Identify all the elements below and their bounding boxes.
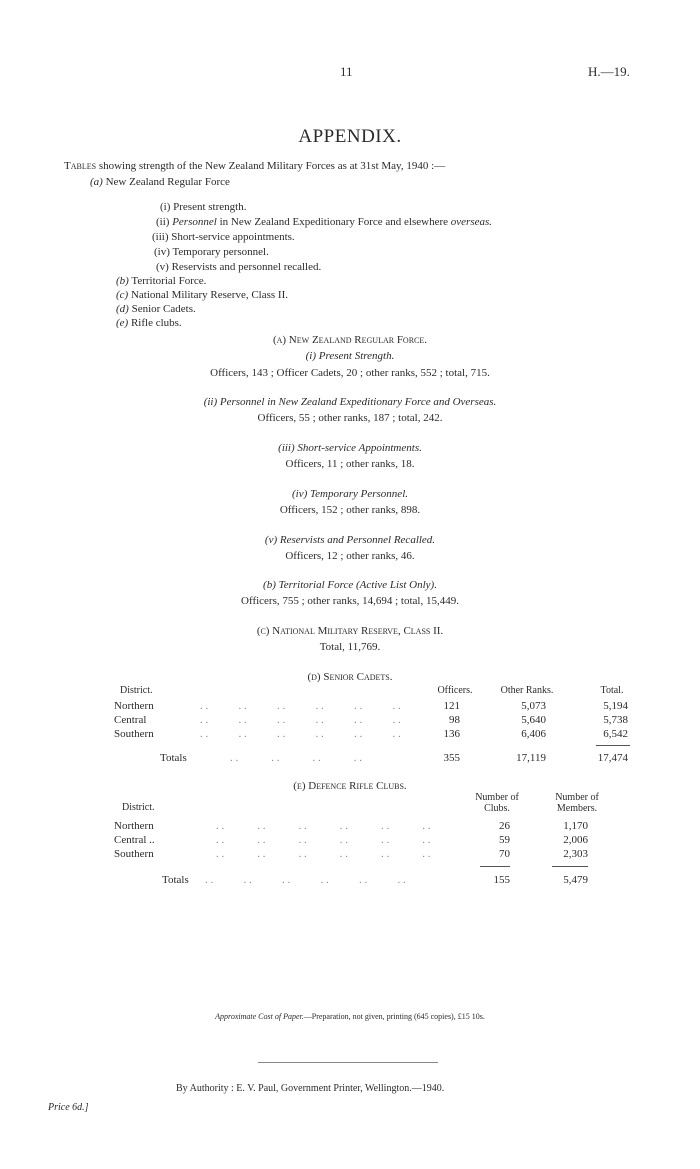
section-iv-heading: (iv) Temporary Personnel. bbox=[292, 488, 408, 500]
section-a-heading: (a) New Zealand Regular Force. bbox=[272, 334, 428, 346]
rifle-district: Northern bbox=[114, 820, 154, 832]
rifle-members: 2,006 bbox=[563, 834, 588, 846]
rifle-district: Central .. bbox=[114, 834, 155, 846]
cadets-officers: 136 bbox=[443, 728, 460, 740]
toc-item-iv: (iv) Temporary personnel. bbox=[154, 246, 269, 258]
rifle-clubs-rule bbox=[480, 866, 510, 867]
cadets-total-rule bbox=[596, 745, 630, 746]
leader-dots: . . . . . . . . . . . . bbox=[200, 728, 401, 740]
toc-item-d: (d) Senior Cadets. bbox=[116, 303, 196, 315]
leader-dots: . . . . . . . . . . . . bbox=[205, 874, 406, 886]
section-iii-text: Officers, 11 ; other ranks, 18. bbox=[285, 458, 415, 470]
section-ii-heading: (ii) Personnel in New Zealand Expeditionary Force and Overseas. bbox=[203, 396, 497, 408]
authority-line: By Authority : E. V. Paul, Government Printer, Wellington.—1940. bbox=[176, 1083, 445, 1094]
cadets-district: Northern bbox=[114, 700, 154, 712]
rifle-col-clubs: Number of Clubs. bbox=[475, 792, 519, 814]
toc-item-i: (i) Present strength. bbox=[160, 201, 247, 213]
cadets-district: Southern bbox=[114, 728, 154, 740]
section-ii-text: Officers, 55 ; other ranks, 187 ; total, 242. bbox=[257, 412, 443, 424]
rifle-col-members: Number of Members. bbox=[555, 792, 599, 814]
cadets-total: 5,738 bbox=[603, 714, 628, 726]
rifle-members-rule bbox=[552, 866, 588, 867]
intro-lead: Tables bbox=[64, 160, 97, 172]
document-reference: H.—19. bbox=[588, 64, 630, 79]
toc-item-c: (c) National Military Reserve, Class II. bbox=[116, 289, 288, 301]
intro-line bbox=[64, 160, 445, 172]
cadets-total: 6,542 bbox=[603, 728, 628, 740]
cadets-officers: 121 bbox=[443, 700, 460, 712]
cadets-other-ranks: 5,073 bbox=[521, 700, 546, 712]
toc-item-iii: (iii) Short-service appointments. bbox=[152, 231, 295, 243]
cost-note bbox=[0, 1012, 700, 1021]
cadets-other-ranks: 6,406 bbox=[521, 728, 546, 740]
cadets-col-other-ranks: Other Ranks. bbox=[500, 685, 554, 696]
leader-dots: . . . . . . . . bbox=[230, 752, 362, 764]
rifle-totals-members: 5,479 bbox=[563, 874, 588, 886]
rifle-heading: (e) Defence Rifle Clubs. bbox=[293, 780, 407, 792]
toc-item-e: (e) Rifle clubs. bbox=[116, 317, 182, 329]
section-iii-heading: (iii) Short-service Appointments. bbox=[278, 442, 422, 454]
cadets-heading: (d) Senior Cadets. bbox=[307, 671, 393, 683]
rifle-members: 2,303 bbox=[563, 848, 588, 860]
cadets-other-ranks: 5,640 bbox=[521, 714, 546, 726]
cadets-totals-officers: 355 bbox=[443, 752, 460, 764]
section-iv-text: Officers, 152 ; other ranks, 898. bbox=[279, 504, 421, 516]
cadets-col-total: Total. bbox=[600, 685, 624, 696]
leader-dots: . . . . . . . . . . . . bbox=[200, 714, 401, 726]
toc-item-a: (a) New Zealand Regular Force bbox=[90, 176, 230, 188]
leader-dots: . . . . . . . . . . . . bbox=[216, 848, 431, 860]
toc-item-ii: (ii) Personnel in New Zealand Expeditionary Force and elsewhere overseas. bbox=[156, 216, 493, 228]
rifle-district: Southern bbox=[114, 848, 154, 860]
footer-rule bbox=[258, 1062, 438, 1063]
cadets-totals-label: Totals bbox=[160, 752, 187, 764]
cadets-officers: 98 bbox=[449, 714, 460, 726]
leader-dots: . . . . . . . . . . . . bbox=[216, 820, 431, 832]
rifle-totals-label: Totals bbox=[162, 874, 189, 886]
toc-item-b: (b) Territorial Force. bbox=[116, 275, 207, 287]
section-c-text: Total, 11,769. bbox=[319, 641, 381, 653]
section-i-text: Officers, 143 ; Officer Cadets, 20 ; other ranks, 552 ; total, 715. bbox=[210, 367, 490, 379]
rifle-col-district: District. bbox=[122, 802, 155, 813]
cadets-total: 5,194 bbox=[603, 700, 628, 712]
cadets-totals-total: 17,474 bbox=[597, 752, 628, 764]
rifle-members: 1,170 bbox=[563, 820, 588, 832]
leader-dots: . . . . . . . . . . . . bbox=[216, 834, 431, 846]
section-v-heading: (v) Reservists and Personnel Recalled. bbox=[264, 534, 436, 546]
toc-item-v: (v) Reservists and personnel recalled. bbox=[156, 261, 322, 273]
section-b-heading: (b) Territorial Force (Active List Only). bbox=[263, 579, 437, 591]
rifle-clubs: 59 bbox=[499, 834, 510, 846]
cadets-totals-other-ranks: 17,119 bbox=[516, 752, 546, 764]
rifle-totals-clubs: 155 bbox=[493, 874, 510, 886]
cadets-col-district: District. bbox=[120, 685, 153, 696]
cost-note-label: Approximate Cost of Paper. bbox=[215, 1012, 304, 1021]
intro-text: showing strength of the New Zealand Military Forces as at 31st May, 1940 :— bbox=[98, 160, 446, 172]
leader-dots: . . . . . . . . . . . . bbox=[200, 700, 401, 712]
cadets-district: Central bbox=[114, 714, 147, 726]
rifle-clubs: 70 bbox=[499, 848, 510, 860]
page-number: 11 bbox=[340, 64, 353, 79]
section-c-heading: (c) National Military Reserve, Class II. bbox=[256, 625, 444, 637]
section-b-text: Officers, 755 ; other ranks, 14,694 ; total, 15,449. bbox=[241, 595, 459, 607]
section-i-heading: (i) Present Strength. bbox=[305, 350, 395, 362]
rifle-clubs: 26 bbox=[499, 820, 510, 832]
cost-note-text: —Preparation, not given, printing (645 copies), £15 10s. bbox=[303, 1012, 485, 1021]
appendix-title: APPENDIX. bbox=[298, 126, 402, 147]
cadets-col-officers: Officers. bbox=[437, 685, 473, 696]
section-v-text: Officers, 12 ; other ranks, 46. bbox=[285, 550, 415, 562]
price-note: Price 6d.] bbox=[48, 1102, 89, 1113]
